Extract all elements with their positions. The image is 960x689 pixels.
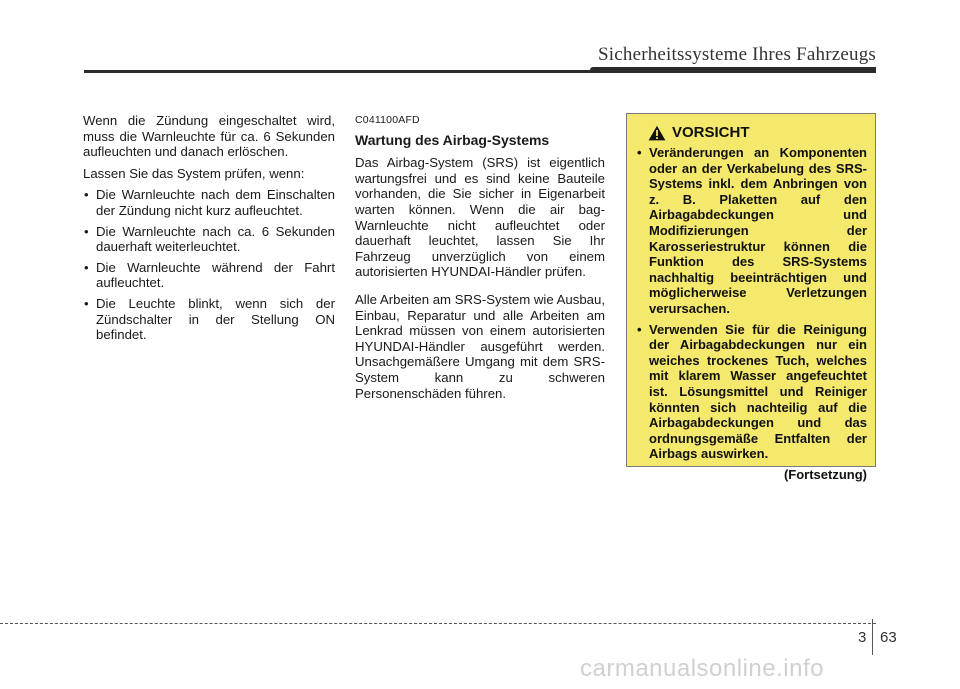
intro-paragraph: Wenn die Zündung eingeschaltet wird, muss die Warnleuchte für ca. 6 Sekunden aufleuchten und danach erlöschen. — [83, 113, 335, 160]
list-item: • Die Warnleuchte nach dem Einschalten der Zündung nicht kurz aufleuchtet. — [83, 187, 335, 218]
check-intro: Lassen Sie das System prüfen, wenn: — [83, 165, 305, 181]
watermark: carmanualsonline.info — [580, 655, 824, 682]
caution-title: VORSICHT — [672, 124, 750, 142]
page-header-title: Sicherheitssysteme Ihres Fahrzeugs — [597, 44, 876, 65]
repair-paragraph: Alle Arbeiten am SRS-System wie Ausbau, Einbau, Reparatur und alle Arbeiten am Lenkrad müssen von einem autorisierten HYUNDAI-Händler ausgeführt werden. Unsachgemäßere Umgang mit dem SRS-System kann zu schweren Personenschäden führen. — [355, 291, 605, 401]
caution-list — [636, 145, 867, 462]
header-rule-accent — [590, 67, 876, 73]
list-item: • Die Warnleuchte nach ca. 6 Sekunden dauerhaft weiterleuchtet. — [83, 224, 335, 255]
list-item: • Die Warnleuchte während der Fahrt aufleuchtet. — [83, 260, 335, 291]
maintenance-paragraph: Das Airbag-System (SRS) ist eigentlich wartungsfrei und es sind keine Bauteile vorhanden, die Sie sicher in Eigenarbeit warten können. Wenn die air bag-Warnleuchte nicht aufleuchtet oder dauerhaft leuchtet, lassen Sie Ihr Fahrzeug unverzüglich von einem autorisierten HYUNDAI-Händler prüfen. — [355, 155, 605, 280]
check-list — [83, 187, 335, 342]
section-code: C041100AFD — [355, 114, 420, 126]
list-item: • Veränderungen an Komponenten oder an der Verkabelung des SRS-Systems inkl. dem Anbringen von z. B. Plaketten auf den Airbagabdeckungen und Modifizierungen der Karosseriestruktur können die Funktion des SRS-Systems nachhaltig beeinträchtigen und möglicherweise Verletzungen verursachen. — [636, 145, 867, 317]
list-item: • Die Leuchte blinkt, wenn sich der Zündschalter in der Stellung ON befindet. — [83, 296, 335, 343]
caution-heading — [648, 125, 867, 141]
continued-note: (Fortsetzung) — [783, 466, 867, 482]
section-heading: Wartung des Airbag-Systems — [355, 131, 550, 148]
page-number-value: 63 — [880, 629, 897, 646]
page-number-divider — [872, 619, 873, 655]
caution-box — [626, 113, 876, 482]
left-column — [83, 113, 335, 348]
middle-column — [355, 113, 605, 407]
footer-rule — [0, 623, 876, 624]
list-item: • Verwenden Sie für die Reinigung der Airbagabdeckungen nur ein weiches trockenes Tuch, welches mit klarem Wasser angefeuchtet ist. Lösungsmittel und Reiniger könnten sich nachteilig auf die Airbagabdeckungen und das ordnungsgemäße Entfalten der Airbags auswirken. — [636, 322, 867, 462]
chapter-number: 3 — [858, 629, 867, 646]
warning-triangle-icon — [648, 125, 666, 141]
